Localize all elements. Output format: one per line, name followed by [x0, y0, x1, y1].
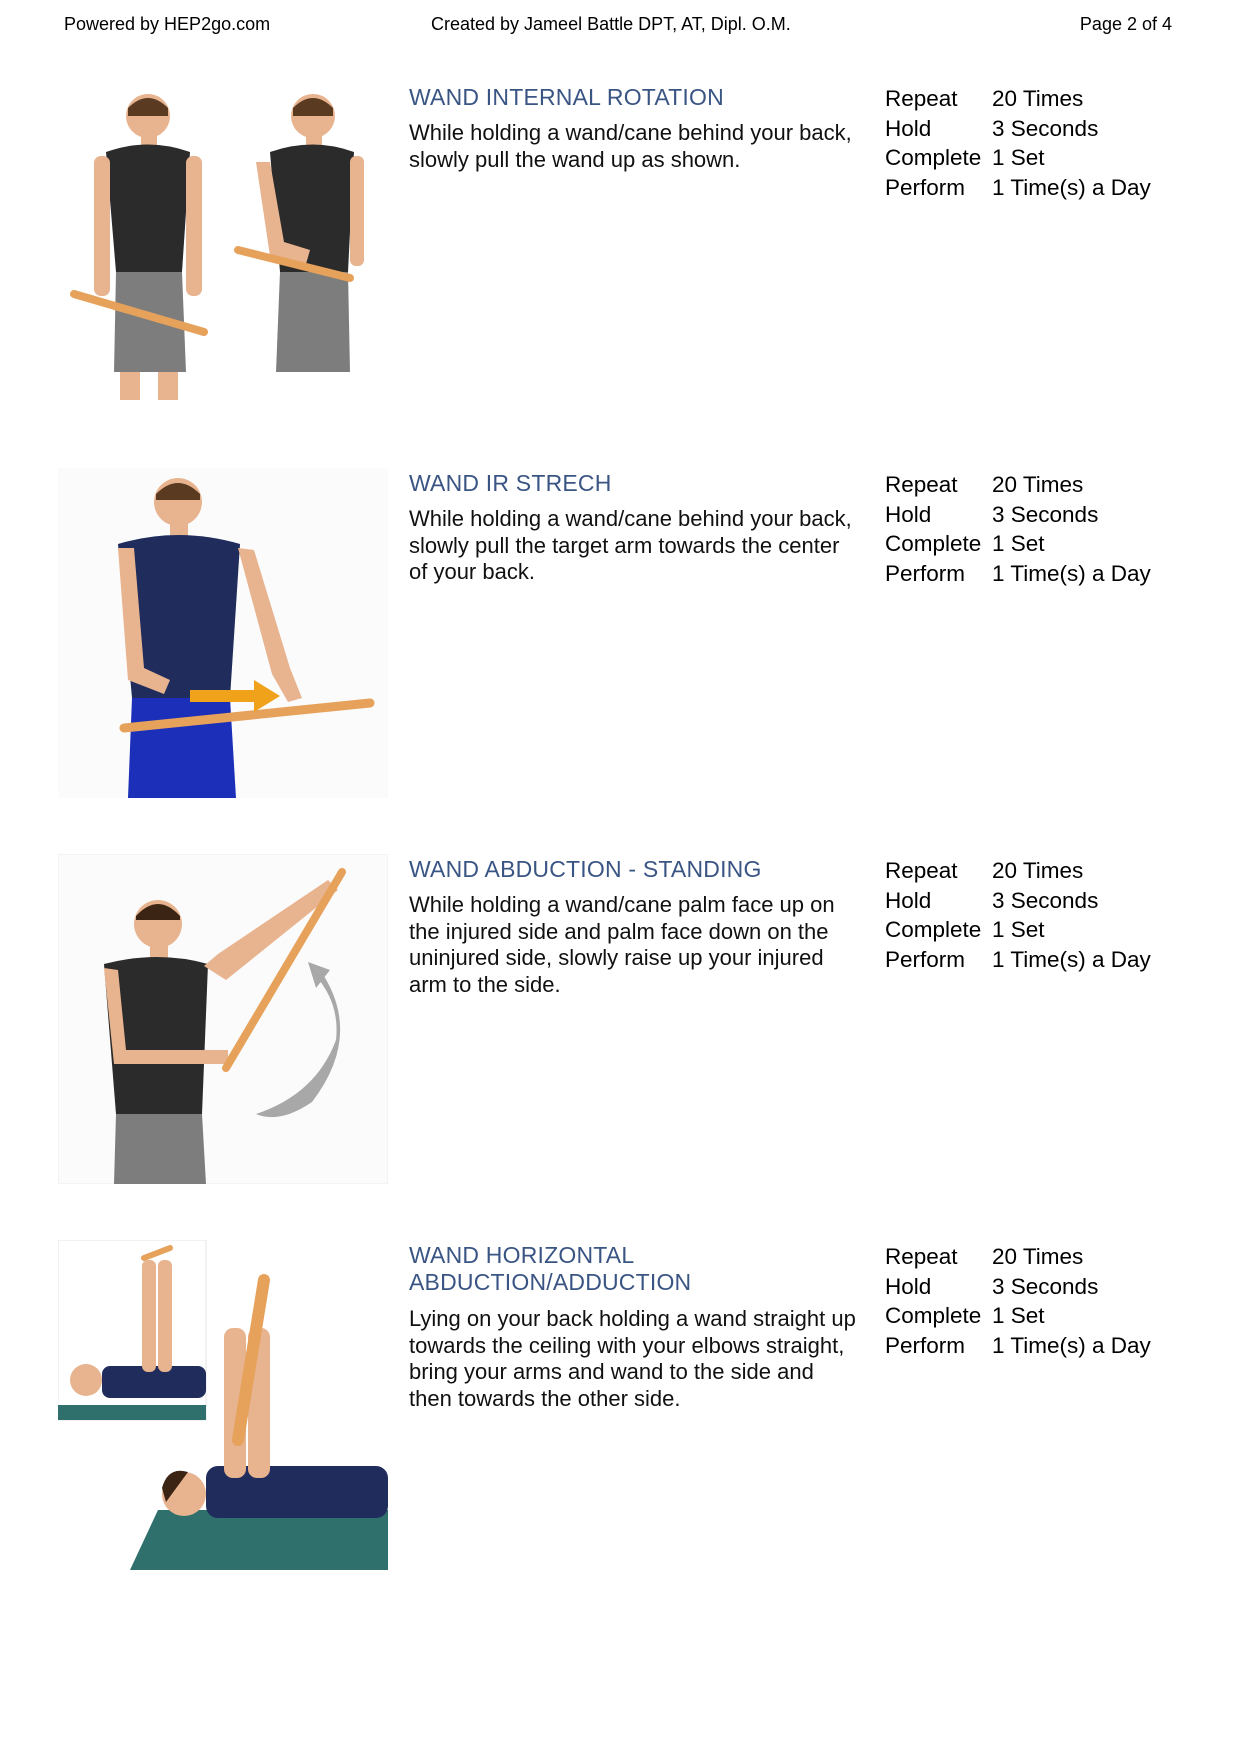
exercise-description: While holding a wand/cane behind your back, slowly pull the target arm towards the center of your back. — [409, 506, 852, 584]
param-row-hold — [885, 886, 1185, 916]
powered-by-text: Powered by HEP2go.com — [64, 14, 271, 34]
param-label: Complete — [885, 917, 982, 942]
param-label: Repeat — [885, 1244, 958, 1269]
param-label: Hold — [885, 501, 932, 527]
exercise-title: WAND ABDUCTION - STANDING — [409, 856, 762, 882]
param-row-repeat — [885, 1242, 1185, 1272]
param-label: Complete — [885, 1303, 982, 1328]
param-row-perform — [885, 173, 1185, 203]
param-row-complete — [885, 1301, 1185, 1331]
param-value: 20 Times — [992, 472, 1084, 497]
exercise-params — [885, 470, 1185, 588]
created-by-text: Created by Jameel Battle DPT, AT, Dipl. O.M. — [431, 14, 791, 34]
param-value: 1 Time(s) a Day — [992, 946, 1151, 972]
param-row-repeat — [885, 84, 1185, 114]
param-row-complete — [885, 915, 1185, 945]
exercise-card — [58, 1240, 1178, 1570]
param-label: Hold — [885, 115, 932, 141]
param-value: 1 Set — [992, 145, 1045, 170]
page-header — [64, 14, 1176, 38]
param-row-hold — [885, 1272, 1185, 1302]
param-row-complete — [885, 143, 1185, 173]
param-value: 1 Time(s) a Day — [992, 1332, 1151, 1358]
param-value: 3 Seconds — [992, 887, 1099, 913]
param-value: 3 Seconds — [992, 501, 1099, 527]
param-value: 1 Set — [992, 1303, 1045, 1328]
param-value: 20 Times — [992, 1244, 1084, 1269]
exercise-params — [885, 1242, 1185, 1360]
param-row-perform — [885, 945, 1185, 975]
param-value: 1 Set — [992, 531, 1045, 556]
param-value: 1 Time(s) a Day — [992, 174, 1151, 200]
wand-horizontal-abduction-illustration — [58, 1240, 388, 1570]
param-label: Complete — [885, 531, 982, 556]
wand-internal-rotation-illustration — [58, 82, 388, 412]
param-value: 3 Seconds — [992, 115, 1099, 141]
exercise-card — [58, 854, 1178, 1184]
param-value: 1 Set — [992, 917, 1045, 942]
param-row-perform — [885, 559, 1185, 589]
param-label: Hold — [885, 1273, 932, 1299]
param-row-complete — [885, 529, 1185, 559]
param-label: Repeat — [885, 86, 958, 111]
param-value: 3 Seconds — [992, 1273, 1099, 1299]
exercise-card — [58, 468, 1178, 798]
param-row-repeat — [885, 856, 1185, 886]
param-value: 20 Times — [992, 86, 1084, 111]
exercise-card — [58, 82, 1178, 412]
page-number: Page 2 of 4 — [1079, 14, 1172, 34]
param-label: Perform — [885, 946, 966, 972]
exercise-description: Lying on your back holding a wand straight up towards the ceiling with your elbows straight, bring your arms and wand to the side and then towards the other side. — [409, 1306, 856, 1411]
param-value: 1 Time(s) a Day — [992, 560, 1151, 586]
wand-ir-stretch-illustration — [58, 468, 388, 798]
param-row-repeat — [885, 470, 1185, 500]
wand-abduction-illustration — [58, 854, 388, 1184]
param-label: Perform — [885, 174, 966, 200]
exercise-description: While holding a wand/cane palm face up on the injured side and palm face down on the uninjured side, slowly raise up your injured arm to the side. — [409, 892, 835, 997]
param-value: 20 Times — [992, 858, 1084, 883]
param-row-hold — [885, 500, 1185, 530]
param-label: Complete — [885, 145, 982, 170]
param-label: Perform — [885, 560, 966, 586]
param-row-hold — [885, 114, 1185, 144]
param-label: Perform — [885, 1332, 966, 1358]
exercise-description: While holding a wand/cane behind your back, slowly pull the wand up as shown. — [409, 120, 852, 172]
exercise-params — [885, 84, 1185, 202]
param-label: Repeat — [885, 858, 958, 883]
exercise-params — [885, 856, 1185, 974]
exercise-title: WAND IR STRECH — [409, 470, 612, 496]
exercise-title: WAND HORIZONTAL ABDUCTION/ADDUCTION — [409, 1242, 692, 1295]
param-row-perform — [885, 1331, 1185, 1361]
param-label: Hold — [885, 887, 932, 913]
param-label: Repeat — [885, 472, 958, 497]
exercise-title: WAND INTERNAL ROTATION — [409, 84, 724, 110]
